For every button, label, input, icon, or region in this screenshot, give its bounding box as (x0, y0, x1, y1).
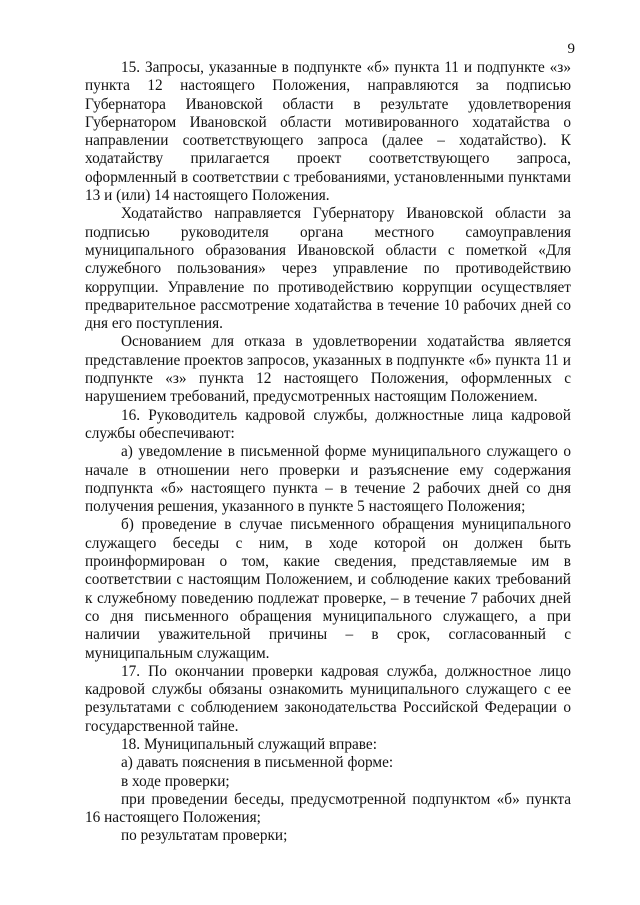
list-item-during-conversation: при проведении беседы, предусмотренной подпунктом «б» пункта 16 настоящего Положения; (85, 790, 571, 827)
page-number: 9 (567, 41, 575, 57)
paragraph-16b-conversation: б) проведение в случае письменного обращения муниципального служащего беседы с ним, в ходе которой он должен быть проинформирован о том, какие сведения, представляемые им в соответствии с настоящим Положением, и соблюдение каких требований к служебному поведению подлежат проверке, – в течение 7 рабочих дней со дня письменного обращения муниципального служащего, а при наличии уважительной причины – в срок, согласованный с муниципальным служащим. (85, 516, 571, 662)
list-item-during-check: в ходе проверки; (121, 772, 230, 790)
paragraph-petition-submission: Ходатайство направляется Губернатору Ивановской области за подписью руководителя органа местного самоуправления муниципального образования Ивановской области с пометкой «Для служебного пользования» через управление по противодействию коррупции. Управление по противодействию коррупции осуществляет предварительное рассмотрение ходатайства в течение 10 рабочих дней со дня его поступления. (85, 205, 571, 333)
paragraph-18-rights: 18. Муниципальный служащий вправе: (121, 735, 377, 753)
paragraph-18a-explanations: а) давать пояснения в письменной форме: (121, 754, 394, 772)
paragraph-refusal-grounds: Основанием для отказа в удовлетворении ходатайства является представление проектов запросов, указанных в подпункте «б» пункта 11 и подпункте «з» пункта 12 настоящего Положения, оформленных с нарушением требований, предусмотренных настоящим Положением. (85, 333, 571, 406)
paragraph-17-results: 17. По окончании проверки кадровая служба, должностное лицо кадровой службы обязаны ознакомить муниципального служащего с ее результатами с соблюдением законодательства Российской Федерации о государственной тайне. (85, 662, 571, 735)
paragraph-16a-notification: а) уведомление в письменной форме муниципального служащего о начале в отношении него проверки и разъяснение ему содержания подпункта «б» настоящего пункта – в течение 2 рабочих дней со дня получения решения, указанного в пункте 5 настоящего Положения; (85, 443, 571, 516)
document-body (85, 59, 571, 846)
list-item-after-check: по результатам проверки; (121, 827, 288, 845)
paragraph-15-requests: 15. Запросы, указанные в подпункте «б» пункта 11 и подпункте «з» пункта 12 настоящего Положения, направляются за подписью Губернатора Ивановской области в результате удовлетворения Губернатором Ивановской области мотивированного ходатайства о направлении соответствующего запроса (далее – ходатайство). К ходатайству прилагается проект соответствующего запроса, оформленный в соответствии с требованиями, установленными пунктами 13 и (или) 14 настоящего Положения. (85, 59, 571, 205)
paragraph-16-hr-duties: 16. Руководитель кадровой службы, должностные лица кадровой службы обеспечивают: (85, 406, 571, 442)
